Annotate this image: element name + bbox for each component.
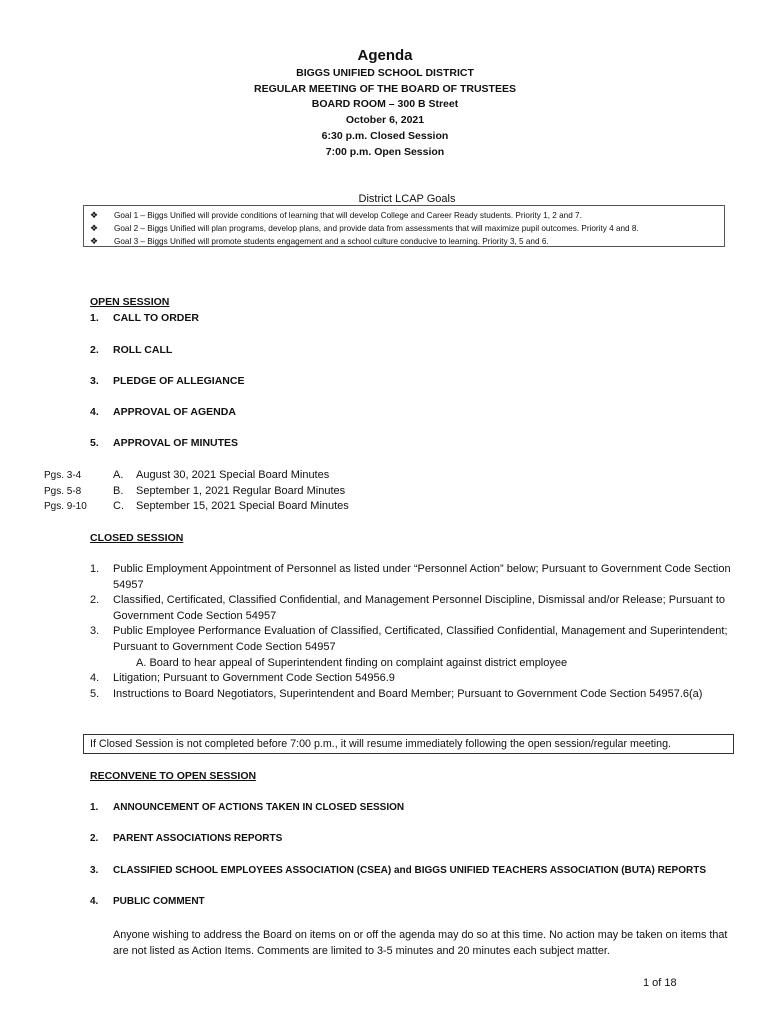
item-text: Classified, Certificated, Classified Confidential, and Management Personnel Discipline, Dismissal and/or Release; Pursuant to Government Code Section 54957 xyxy=(113,594,726,622)
goal-item xyxy=(90,209,724,222)
item-number: 2. xyxy=(90,594,100,607)
item-number: 2. xyxy=(90,344,99,356)
item-label: CLASSIFIED SCHOOL EMPLOYEES ASSOCIATION (CSEA) and BIGGS UNIFIED TEACHERS ASSOCIATION (BUTA) REPORTS xyxy=(113,865,706,876)
item-number: 1. xyxy=(90,563,100,575)
page-title: Agenda xyxy=(357,47,413,64)
item-text: Public Employment Appointment of Personnel as listed under “Personnel Action” below; Pursuant to Government Code Section 54957 xyxy=(113,563,731,591)
meeting-date: October 6, 2021 xyxy=(345,114,425,127)
agenda-item-pledge xyxy=(90,375,244,387)
agenda-header xyxy=(0,46,770,160)
minutes-letter: B. xyxy=(113,484,124,497)
agenda-item-parent-reports xyxy=(90,833,282,844)
item-label: PUBLIC COMMENT xyxy=(113,896,205,907)
page-reference: Pgs. 9-10 xyxy=(44,501,87,513)
closed-session-time: 6:30 p.m. Closed Session xyxy=(321,129,449,142)
closed-session-item xyxy=(90,624,740,655)
meeting-location: BOARD ROOM – 300 B Street xyxy=(311,98,459,111)
reconvene-heading: RECONVENE TO OPEN SESSION xyxy=(90,770,257,782)
minutes-row xyxy=(44,484,349,500)
diamond-bullet-icon: ❖ xyxy=(90,210,99,220)
open-session-heading: OPEN SESSION xyxy=(90,296,170,308)
closed-session-item xyxy=(90,562,740,593)
closed-session-notice: If Closed Session is not completed before 7:00 p.m., it will resume immediately following the open session/regular meeting. xyxy=(83,734,734,754)
goals-title: District LCAP Goals xyxy=(358,193,456,205)
item-number: 1. xyxy=(90,802,99,813)
meeting-type: REGULAR MEETING OF THE BOARD OF TRUSTEES xyxy=(254,82,516,95)
goal-text: Goal 2 – Biggs Unified will plan programs, develop plans, and provide data from assessments that will maximize pupil outcomes. Priority 4 and 8. xyxy=(114,224,639,233)
item-label: APPROVAL OF AGENDA xyxy=(113,406,236,418)
page-number: 1 of 18 xyxy=(643,977,677,989)
minutes-letter: C. xyxy=(113,500,124,513)
minutes-label: September 1, 2021 Regular Board Minutes xyxy=(136,484,346,497)
item-label: PLEDGE OF ALLEGIANCE xyxy=(113,375,245,387)
item-text: Litigation; Pursuant to Government Code Section 54956.9 xyxy=(113,672,395,685)
item-label: APPROVAL OF MINUTES xyxy=(113,437,239,449)
closed-session-item xyxy=(90,671,740,687)
item-number: 2. xyxy=(90,833,99,844)
agenda-item-announcement xyxy=(90,802,404,813)
page-reference: Pgs. 5-8 xyxy=(44,485,82,497)
goal-text: Goal 3 – Biggs Unified will promote students engagement and a school culture conducive to learning. Priority 3, 5 and 6. xyxy=(114,237,549,246)
public-comment-text: Anyone wishing to address the Board on items on or off the agenda may do so at this time. No action may be taken on items that are not listed as Action Items. Comments are limited to 3-5 minutes and 20 minutes each subject matter. xyxy=(113,929,728,957)
minutes-label: August 30, 2021 Special Board Minutes xyxy=(136,469,330,481)
item-number: 5. xyxy=(90,437,99,449)
minutes-list xyxy=(44,468,349,515)
item-text: Public Employee Performance Evaluation of Classified, Certificated, Classified Confidential, Management and Superintendent; Pursuant to Government Code Section 54957 xyxy=(113,625,728,653)
closed-session-item xyxy=(90,593,740,624)
item-label: CALL TO ORDER xyxy=(113,312,199,324)
minutes-letter: A. xyxy=(113,469,124,481)
closed-session-list xyxy=(90,562,740,702)
goal-item xyxy=(90,235,724,248)
diamond-bullet-icon: ❖ xyxy=(90,236,99,246)
item-number: 5. xyxy=(90,687,100,700)
minutes-label: September 15, 2021 Special Board Minutes xyxy=(136,500,349,513)
item-number: 3. xyxy=(90,625,100,638)
item-text: Instructions to Board Negotiators, Superintendent and Board Member; Pursuant to Government Code Section 54957.6(a) xyxy=(113,687,703,700)
item-label: ANNOUNCEMENT OF ACTIONS TAKEN IN CLOSED SESSION xyxy=(113,802,405,813)
agenda-item-roll-call xyxy=(90,344,172,356)
goal-item xyxy=(90,222,724,235)
closed-session-heading: CLOSED SESSION xyxy=(90,532,184,544)
item-number: 4. xyxy=(90,406,99,418)
item-number: 1. xyxy=(90,312,99,324)
agenda-item-association-reports xyxy=(90,865,706,876)
minutes-row xyxy=(44,499,349,515)
goals-box xyxy=(83,205,725,247)
item-number: 4. xyxy=(90,896,99,907)
open-session-time: 7:00 p.m. Open Session xyxy=(325,145,445,158)
agenda-item-approval-agenda xyxy=(90,406,236,418)
goal-text: Goal 1 – Biggs Unified will provide conditions of learning that will develop College and Career Ready students. Priority 1, 2 and 7. xyxy=(114,211,582,220)
minutes-row xyxy=(44,468,349,484)
closed-session-sub-item: A. Board to hear appeal of Superintendent finding on complaint against district employee xyxy=(136,656,568,669)
agenda-item-call-to-order xyxy=(90,312,199,324)
item-label: PARENT ASSOCIATIONS REPORTS xyxy=(113,833,283,844)
item-number: 3. xyxy=(90,375,99,387)
page-reference: Pgs. 3-4 xyxy=(44,470,82,481)
diamond-bullet-icon: ❖ xyxy=(90,223,99,233)
item-number: 4. xyxy=(90,672,100,685)
district-name: BIGGS UNIFIED SCHOOL DISTRICT xyxy=(296,67,474,79)
agenda-item-public-comment xyxy=(90,896,205,907)
item-number: 3. xyxy=(90,865,99,876)
item-label: ROLL CALL xyxy=(113,344,173,356)
closed-session-item xyxy=(90,687,740,703)
agenda-item-approval-minutes xyxy=(90,437,238,449)
